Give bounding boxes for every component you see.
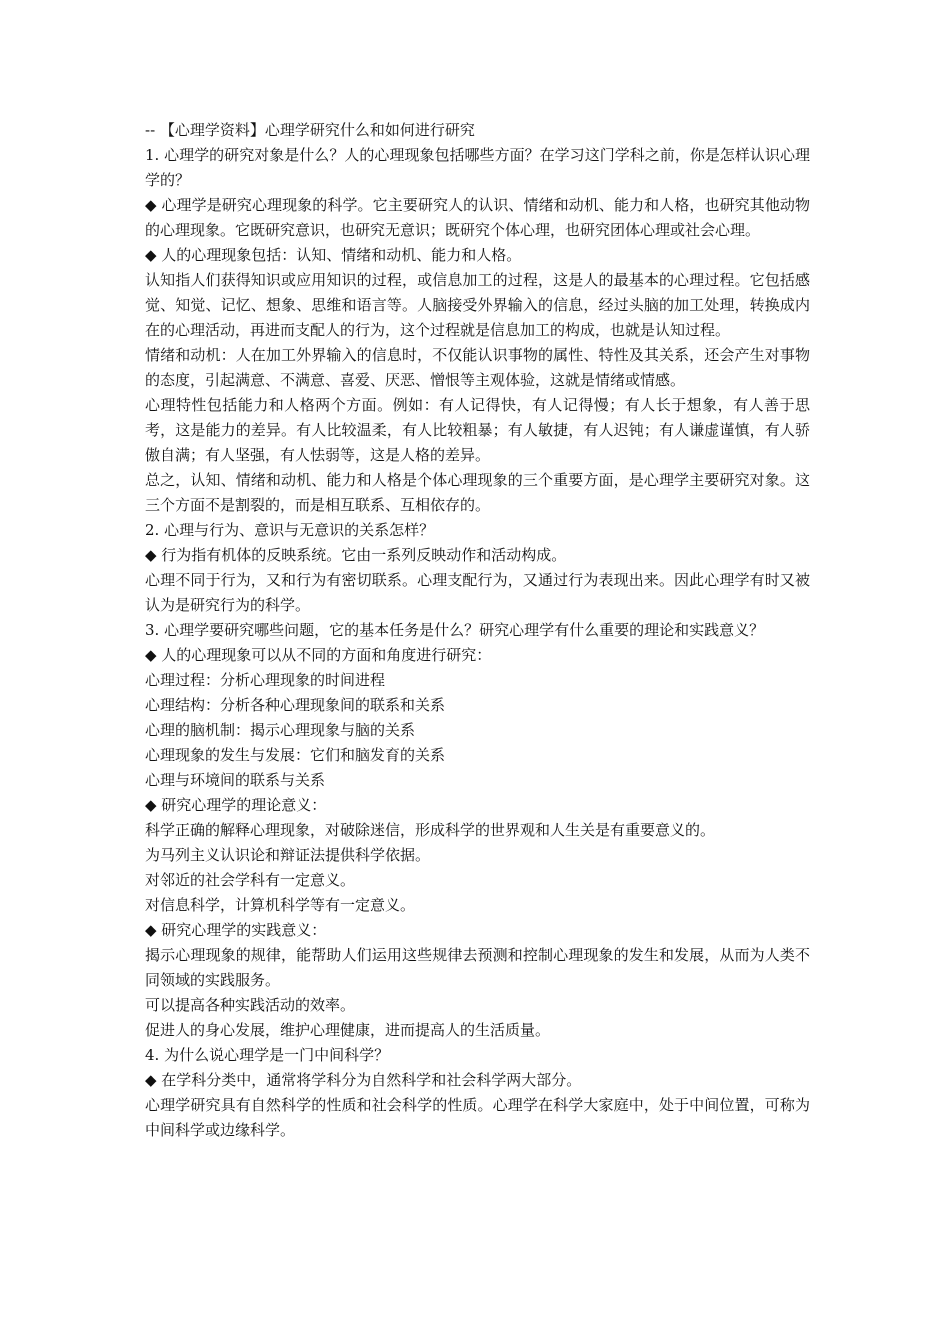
paragraph: 揭示心理现象的规律，能帮助人们运用这些规律去预测和控制心理现象的发生和发展，从而为人类不同领域的实践服务。 xyxy=(145,946,810,989)
list-item: 可以提高各种实践活动的效率。 xyxy=(145,996,356,1014)
question-2: 2. 心理与行为、意识与无意识的关系怎样？ xyxy=(145,521,435,539)
list-item: 对邻近的社会学科有一定意义。 xyxy=(145,871,356,889)
paragraph: 心理特性包括能力和人格两个方面。例如：有人记得快，有人记得慢；有人长于想象，有人善于思考，这是能力的差异。有人比较温柔，有人比较粗暴；有人敏捷，有人迟钝；有人谦虚谨慎，有人骄傲自满；有人坚强，有人怯弱等，这是人格的差异。 xyxy=(145,396,810,464)
question-3: 3. 心理学要研究哪些问题，它的基本任务是什么？研究心理学有什么重要的理论和实践意义？ xyxy=(145,621,765,639)
question-1: 1. 心理学的研究对象是什么？人的心理现象包括哪些方面？在学习这门学科之前，你是怎样认识心理学的？ xyxy=(145,146,810,189)
bullet-paragraph: ◆ 心理学是研究心理现象的科学。它主要研究人的认识、情绪和动机、能力和人格，也研究其他动物的心理现象。它既研究意识，也研究无意识；既研究个体心理，也研究团体心理或社会心理。 xyxy=(145,196,810,239)
bullet-paragraph: ◆ 行为指有机体的反映系统。它由一系列反映动作和活动构成。 xyxy=(145,546,567,564)
paragraph: 情绪和动机：人在加工外界输入的信息时，不仅能认识事物的属性、特性及其关系，还会产生对事物的态度，引起满意、不满意、喜爱、厌恶、憎恨等主观体验，这就是情绪或情感。 xyxy=(145,346,810,389)
bullet-paragraph: ◆ 人的心理现象可以从不同的方面和角度进行研究： xyxy=(145,646,492,664)
paragraph: 总之，认知、情绪和动机、能力和人格是个体心理现象的三个重要方面，是心理学主要研究对象。这三个方面不是割裂的，而是相互联系、互相依存的。 xyxy=(145,471,810,514)
paragraph: 心理不同于行为，又和行为有密切联系。心理支配行为，又通过行为表现出来。因此心理学有时又被认为是研究行为的科学。 xyxy=(145,571,810,614)
list-item: 为马列主义认识论和辩证法提供科学依据。 xyxy=(145,846,431,864)
document-title: -- 【心理学资料】心理学研究什么和如何进行研究 xyxy=(145,121,475,139)
list-item: 心理与环境间的联系与关系 xyxy=(145,771,326,789)
bullet-paragraph: ◆ 在学科分类中，通常将学科分为自然科学和社会科学两大部分。 xyxy=(145,1071,582,1089)
bullet-paragraph: ◆ 研究心理学的理论意义： xyxy=(145,796,327,814)
list-item: 心理过程：分析心理现象的时间进程 xyxy=(145,671,386,689)
list-item: 心理现象的发生与发展：它们和脑发育的关系 xyxy=(145,746,446,764)
bullet-paragraph: ◆ 研究心理学的实践意义： xyxy=(145,921,327,939)
list-item: 心理结构：分析各种心理现象间的联系和关系 xyxy=(145,696,446,714)
paragraph: 心理学研究具有自然科学的性质和社会科学的性质。心理学在科学大家庭中，处于中间位置，可称为中间科学或边缘科学。 xyxy=(145,1096,810,1139)
list-item: 促进人的身心发展，维护心理健康，进而提高人的生活质量。 xyxy=(145,1021,551,1039)
question-4: 4. 为什么说心理学是一门中间科学？ xyxy=(145,1046,390,1064)
list-item: 心理的脑机制：揭示心理现象与脑的关系 xyxy=(145,721,416,739)
list-item: 对信息科学，计算机科学等有一定意义。 xyxy=(145,896,416,914)
bullet-paragraph: ◆ 人的心理现象包括：认知、情绪和动机、能力和人格。 xyxy=(145,246,522,264)
list-item: 科学正确的解释心理现象，对破除迷信，形成科学的世界观和人生关是有重要意义的。 xyxy=(145,821,716,839)
paragraph: 认知指人们获得知识或应用知识的过程，或信息加工的过程，这是人的最基本的心理过程。它包括感觉、知觉、记忆、想象、思维和语言等。人脑接受外界输入的信息，经过头脑的加工处理，转换成内在的心理活动，再进而支配人的行为，这个过程就是信息加工的构成，也就是认知过程。 xyxy=(145,271,810,339)
document-body xyxy=(145,118,810,1143)
